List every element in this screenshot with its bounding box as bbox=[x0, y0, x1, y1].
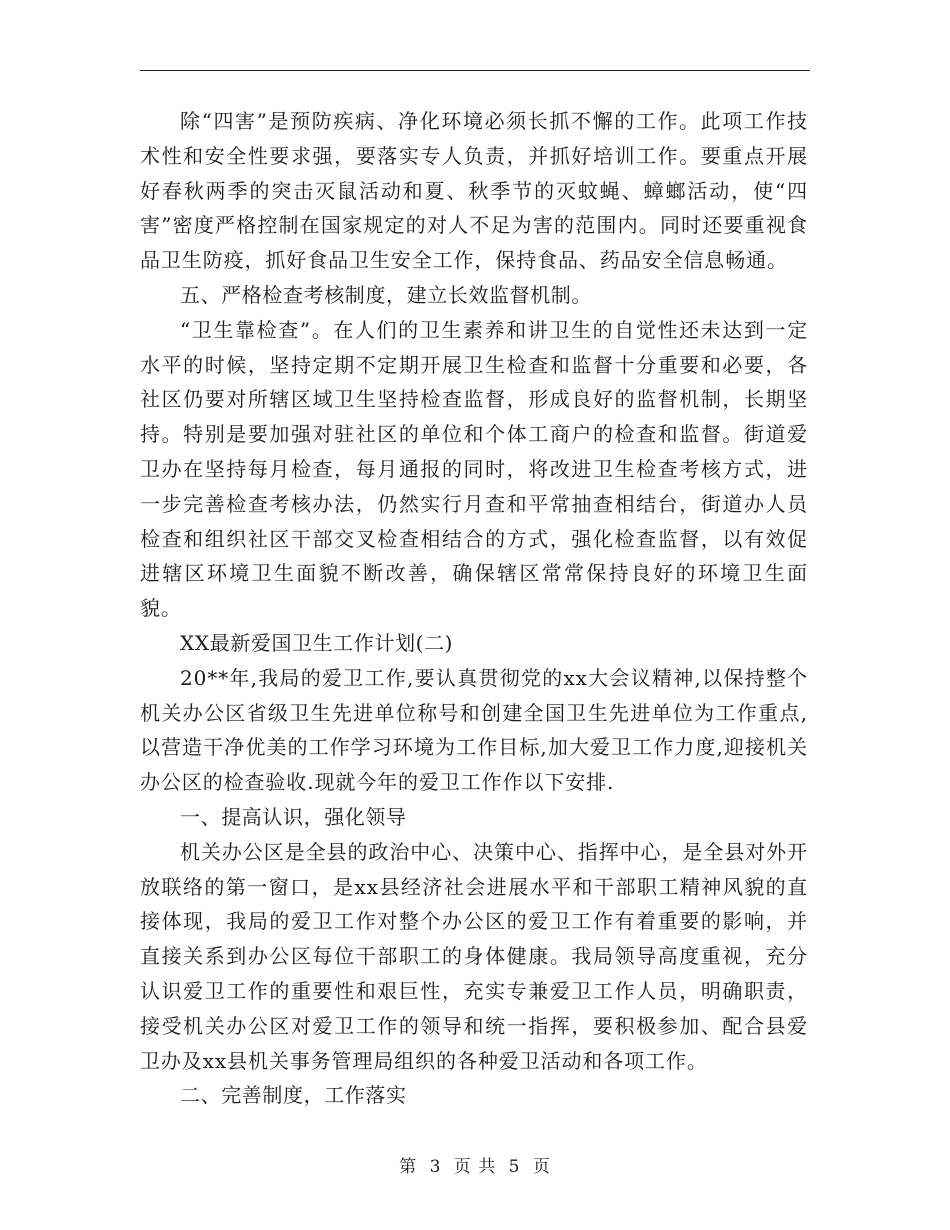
paragraph-annual-plan: 20**年,我局的爱卫工作,要认真贯彻党的xx大会议精神,以保持整个机关办公区省级卫生先进单位称号和创建全国卫生先进单位为工作重点,以营造干净优美的工作学习环境为工作目标,加大爱卫工作力度,迎接机关办公区的检查验收.现就今年的爱卫工作作以下安排. bbox=[140, 665, 808, 795]
page-number-current: 3 bbox=[429, 1157, 442, 1177]
page-number-total: 5 bbox=[508, 1157, 521, 1177]
footer-middle: 页 共 bbox=[453, 1157, 497, 1177]
document-body bbox=[140, 104, 808, 1113]
plan-title-two: XX最新爱国卫生工作计划(二) bbox=[180, 630, 454, 655]
header-rule bbox=[140, 70, 810, 71]
section-heading-system: 二、完善制度，工作落实 bbox=[180, 1083, 407, 1108]
footer-suffix: 页 bbox=[532, 1157, 551, 1177]
page-footer bbox=[0, 1152, 950, 1177]
section-heading-inspection: 五、严格检查考核制度，建立长效监督机制。 bbox=[180, 282, 592, 307]
paragraph-inspection: “卫生靠检查”。在人们的卫生素养和讲卫生的自觉性还未达到一定水平的时候，坚持定期不定期开展卫生检查和监督十分重要和必要，各社区仍要对所辖区域卫生坚持检查监督，形成良好的监督机制，长期坚持。特别是要加强对驻社区的单位和个体工商户的检查和监督。街道爱卫办在坚持每月检查，每月通报的同时，将改进卫生检查考核方式，进一步完善检查考核办法，仍然实行月查和平常抽查相结台，街道办人员检查和组织社区干部交叉检查相结合的方式，强化检查监督，以有效促进辖区环境卫生面貌不断改善，确保辖区常常保持良好的环境卫生面貌。 bbox=[140, 317, 808, 621]
paragraph-pest-control: 除“四害”是预防疾病、净化环境必须长抓不懈的工作。此项工作技术性和安全性要求强，要落实专人负责，并抓好培训工作。要重点开展好春秋两季的突击灭鼠活动和夏、秋季节的灭蚊蝇、蟑螂活动，使“四害”密度严格控制在国家规定的对人不足为害的范围内。同时还要重视食品卫生防疫，抓好食品卫生安全工作，保持食品、药品安全信息畅通。 bbox=[140, 109, 808, 273]
footer-prefix: 第 bbox=[399, 1157, 418, 1177]
paragraph-leadership: 机关办公区是全县的政治中心、决策中心、指挥中心，是全县对外开放联络的第一窗口，是xx县经济社会进展水平和干部职工精神风貌的直接体现，我局的爱卫工作对整个办公区的爱卫工作有着重要的影响，并直接关系到办公区每位干部职工的身体健康。我局领导高度重视，充分认识爱卫工作的重要性和艰巨性，充实专兼爱卫工作人员，明确职责，接受机关办公区对爱卫工作的领导和统一指挥，要积极参加、配合县爱卫办及xx县机关事务管理局组织的各种爱卫活动和各项工作。 bbox=[140, 839, 808, 1073]
section-heading-awareness: 一、提高认识，强化领导 bbox=[180, 804, 407, 829]
